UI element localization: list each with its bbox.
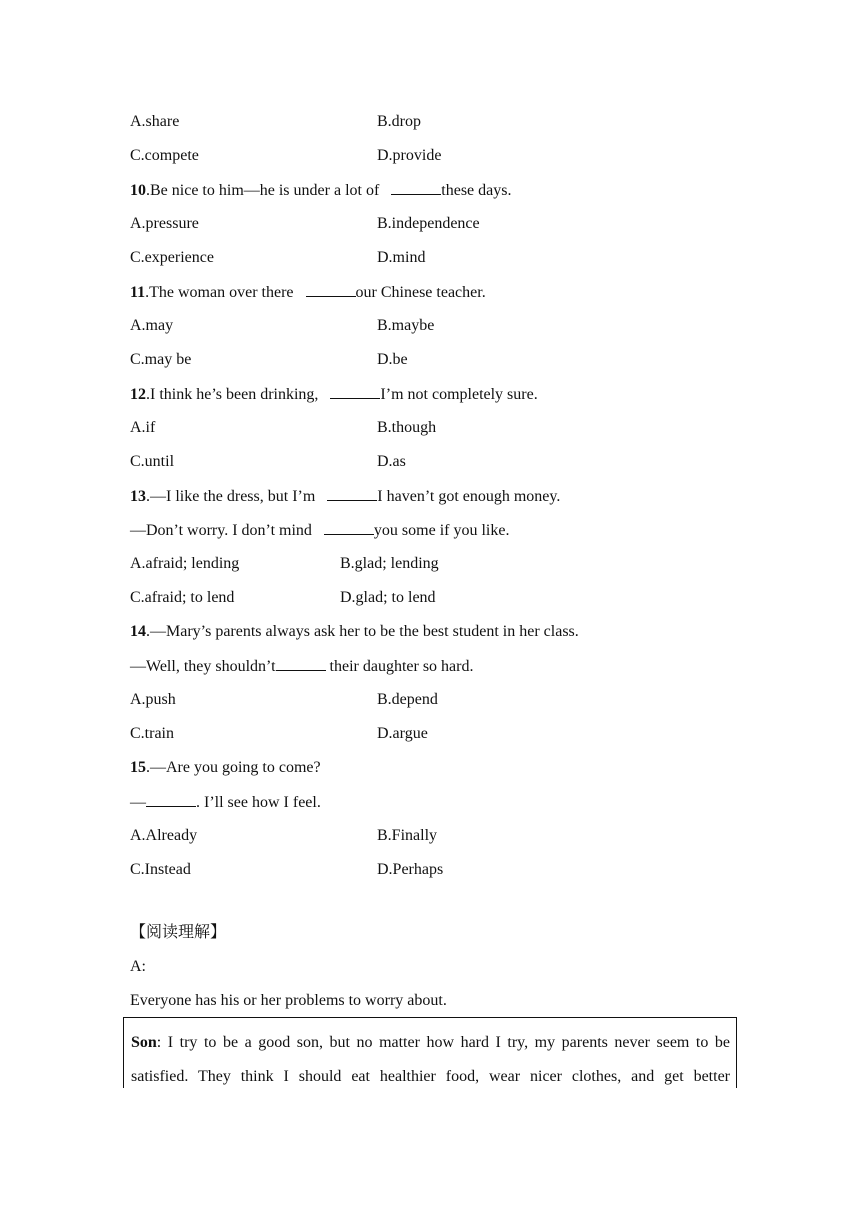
q15-options-row-2 xyxy=(130,860,444,880)
q12-number: 12 xyxy=(130,386,146,403)
reading-part-label: A: xyxy=(130,958,146,975)
q12-option-d: D.as xyxy=(377,453,406,470)
q10-option-d: D.mind xyxy=(377,249,426,266)
q9-option-d: D.provide xyxy=(377,147,442,164)
q15-options-row-1 xyxy=(130,826,438,846)
q11-number: 11 xyxy=(130,284,146,301)
q10-option-a: A.pressure xyxy=(130,215,199,232)
q10-option-c: C.experience xyxy=(130,249,214,266)
passage-text xyxy=(131,1026,730,1088)
q14-option-d: D.argue xyxy=(377,725,428,742)
q13-number: 13 xyxy=(130,488,146,505)
q12-stem xyxy=(130,384,538,405)
passage-line-2: satisfied. They think I should eat healthier food, wear nicer clothes, and get better xyxy=(131,1068,730,1085)
q10-answer-blank xyxy=(391,180,441,195)
q11-answer-blank xyxy=(306,282,356,297)
q14-stem-line-2 xyxy=(130,656,473,677)
q12-option-b: B.though xyxy=(377,419,437,436)
q14-stem xyxy=(130,622,579,642)
q13-line2-before: —Don’t worry. I don’t mind xyxy=(130,522,316,539)
q15-option-a: A.Already xyxy=(130,827,198,844)
q10-options-row-2 xyxy=(130,248,426,268)
q11-option-d: D.be xyxy=(377,351,408,368)
q14-line2-before: —Well, they shouldn’t xyxy=(130,658,276,675)
q13-stem-line-2 xyxy=(130,520,509,541)
q13-answer-blank-1 xyxy=(327,486,377,501)
reading-section-title: 【阅读理解】 xyxy=(130,922,227,941)
q14-option-a: A.push xyxy=(130,691,176,708)
q15-line2-before: — xyxy=(130,794,146,811)
q11-text-before: .The woman over there xyxy=(145,284,298,301)
q13-options-row-1 xyxy=(130,554,439,574)
q14-number: 14 xyxy=(130,623,146,640)
q13-option-a: A.afraid; lending xyxy=(130,555,240,572)
q14-text: .—Mary’s parents always ask her to be the best student in her class. xyxy=(146,623,579,640)
q14-options-row-1 xyxy=(130,690,438,710)
q10-text-after: these days. xyxy=(441,182,512,199)
q14-options-row-2 xyxy=(130,724,428,744)
q15-option-d: D.Perhaps xyxy=(377,861,444,878)
q12-options-row-2 xyxy=(130,452,406,472)
q13-line2-after: you some if you like. xyxy=(373,522,510,539)
q11-stem xyxy=(130,282,486,303)
q12-text-after: I’m not completely sure. xyxy=(380,386,538,403)
q15-option-c: C.Instead xyxy=(130,861,191,878)
q13-stem xyxy=(130,486,560,507)
q9-option-b: B.drop xyxy=(377,113,421,130)
q13-text-after: I haven’t got enough money. xyxy=(377,488,561,505)
q13-answer-blank-2 xyxy=(324,520,374,535)
q12-option-c: C.until xyxy=(130,453,175,470)
q9-option-c: C.compete xyxy=(130,147,199,164)
q11-options-row-1 xyxy=(130,316,435,336)
passage-line-1-text: : I try to be a good son, but no matter how hard I try, my parents never seem to be xyxy=(156,1034,730,1051)
q15-line2-after: . I’ll see how I feel. xyxy=(196,794,321,811)
q14-option-b: B.depend xyxy=(377,691,438,708)
q14-option-c: C.train xyxy=(130,725,174,742)
q15-stem xyxy=(130,758,321,778)
q12-options-row-1 xyxy=(130,418,437,438)
passage-box xyxy=(123,1017,737,1088)
q9-options-row-1 xyxy=(130,112,421,132)
q15-text: .—Are you going to come? xyxy=(146,759,321,776)
passage-speaker: Son xyxy=(131,1034,157,1051)
q11-option-c: C.may be xyxy=(130,351,192,368)
q14-answer-blank xyxy=(276,656,326,671)
q14-line2-after: their daughter so hard. xyxy=(325,658,474,675)
q13-option-d: D.glad; to lend xyxy=(340,589,436,606)
q12-text-before: .I think he’s been drinking, xyxy=(146,386,323,403)
passage-line-1 xyxy=(131,1026,730,1060)
q10-options-row-1 xyxy=(130,214,480,234)
q10-stem xyxy=(130,180,511,201)
q13-option-c: C.afraid; to lend xyxy=(130,589,235,606)
q13-option-b: B.glad; lending xyxy=(340,555,439,572)
q15-number: 15 xyxy=(130,759,146,776)
q10-option-b: B.independence xyxy=(377,215,480,232)
q9-option-a: A.share xyxy=(130,113,180,130)
q9-options-row-2 xyxy=(130,146,442,166)
q12-option-a: A.if xyxy=(130,419,156,436)
reading-intro: Everyone has his or her problems to worry about. xyxy=(130,992,447,1009)
q11-options-row-2 xyxy=(130,350,408,370)
q15-option-b: B.Finally xyxy=(377,827,438,844)
q13-text-before: .—I like the dress, but I’m xyxy=(146,488,320,505)
q15-answer-blank xyxy=(146,792,196,807)
q11-option-b: B.maybe xyxy=(377,317,435,334)
q13-options-row-2 xyxy=(130,588,436,608)
q10-text-before: .Be nice to him—he is under a lot of xyxy=(146,182,384,199)
q15-stem-line-2 xyxy=(130,792,321,813)
q10-number: 10 xyxy=(130,182,146,199)
q11-text-after: our Chinese teacher. xyxy=(355,284,486,301)
q12-answer-blank xyxy=(330,384,380,399)
q11-option-a: A.may xyxy=(130,317,174,334)
